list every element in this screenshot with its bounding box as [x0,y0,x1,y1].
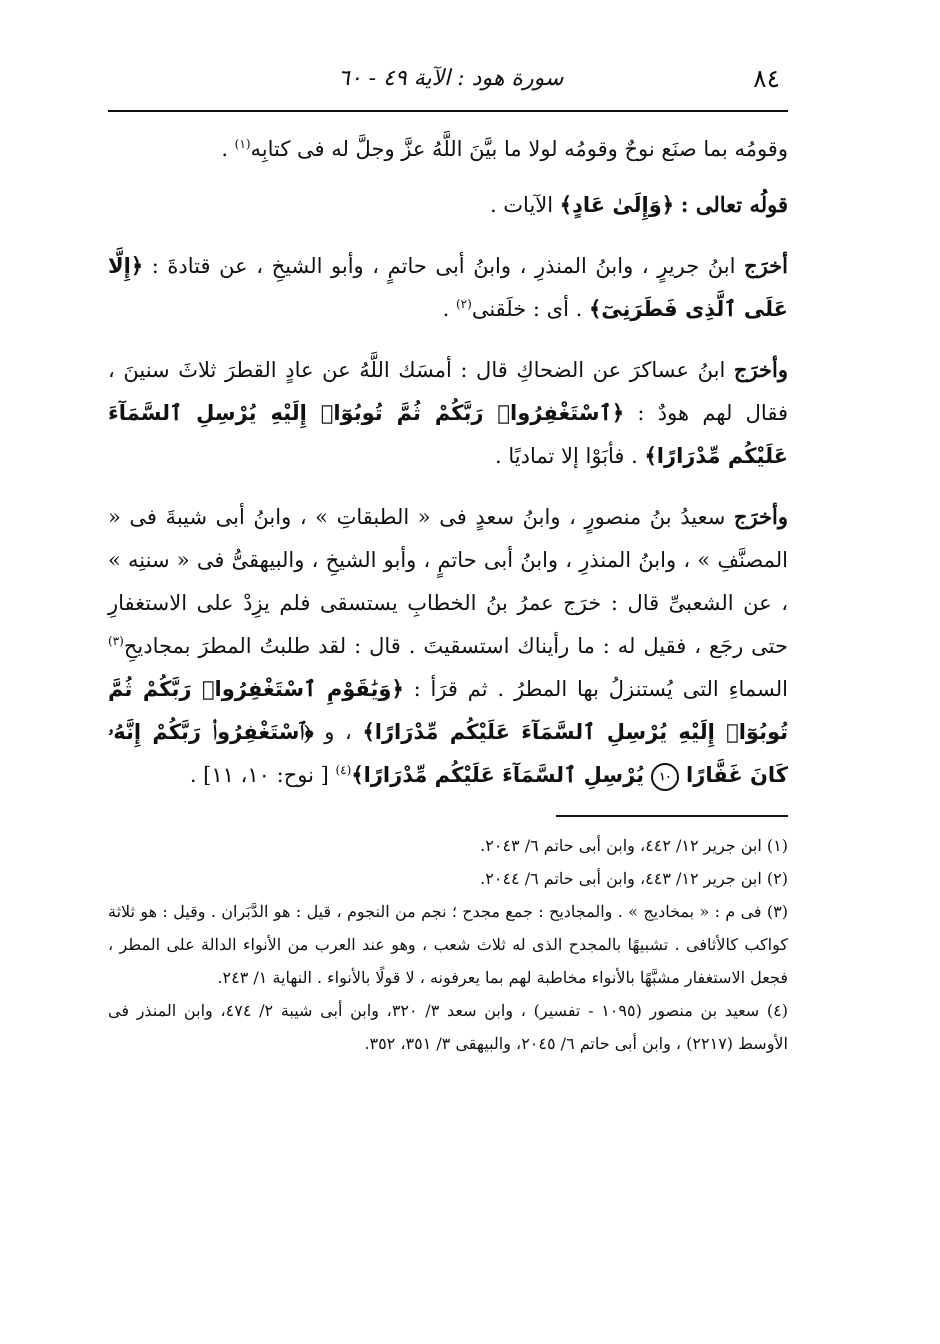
quran-verse-4: ﴿وَيَٰقَوْمِ ٱسْتَغْفِرُوا۟ رَبَّكُمْ ثُمَّ تُوبُوٓا۟ إِلَيْهِ يُرْسِلِ ٱلسَّمَآءَ عَلَيْكُم مِّدْرَارًا﴾ [108,677,789,744]
body-text [108,128,788,797]
paragraph-3-tail: . [442,297,456,321]
footnote-4: (٤) سعيد بن منصور (١٠٩٥ - تفسير) ، وابن سعد ٣/ ٣٢٠، وابن أبى شيبة ٢/ ٤٧٤، وابن المنذر فى الأوسط (٢٢١٧) ، وابن أبى حاتم ٦/ ٢٠٤٥، والبيهقى ٣/ ٣٥١، ٣٥٢. [108,1001,789,1053]
paragraph-3-lead: أخرَج [744,253,788,278]
running-title: سورة هود : الآية ٤٩ - ٦٠ [338,66,564,91]
paragraph-4-text-1: ابنُ عساكرَ عن الضحاكِ قال : أمسَك اللَّهُ عن عادٍ القطرَ ثلاثَ سنينَ ، فقال لهم هودٌ : [108,358,788,425]
page-header [108,58,788,112]
quran-verse-5: ﴿ٱسْتَغْفِرُوا۟ رَبَّكُمْ إِنَّهُۥ كَانَ غَفَّارًا [108,720,788,787]
paragraph-5-text-2: السماءِ التى يُستنزلُ بها المطرُ . ثم قرَأ : [403,677,788,701]
ayah-number-marker: ١٠ [651,763,679,791]
footnote-ref-3: (٣) [108,634,124,648]
page [108,58,788,1060]
quran-verse-2: ﴿إِلَّا عَلَى ٱلَّذِى فَطَرَنِىٓ﴾ [108,254,788,321]
paragraph-5-text-3: ، و [313,720,363,744]
paragraph-4 [108,348,788,478]
page-number: ٨٤ [753,64,780,93]
paragraph-1 [108,128,788,171]
paragraph-1-tail: . [221,137,235,161]
paragraph-5-lead: وأخرَج [733,504,788,529]
paragraph-3 [108,244,788,331]
paragraph-2-text: الآيات . [489,193,560,217]
footnote-ref-1: (١) [234,137,251,151]
footnote-1: (١) ابن جرير ١٢/ ٤٤٢، وابن أبى حاتم ٦/ ٢٠٤٣. [480,836,788,855]
paragraph-5 [108,495,788,797]
quran-verse-3: ﴿ٱسْتَغْفِرُوا۟ رَبَّكُمْ ثُمَّ تُوبُوٓا۟ إِلَيْهِ يُرْسِلِ ٱلسَّمَآءَ عَلَيْكُم مِّدْرَارًا﴾ [108,401,788,468]
footnote-divider [556,815,788,817]
paragraph-1-text: وقومُه بما صنَع نوحٌ وقومُه لولا ما بيَّنَ اللَّهُ عزَّ وجلَّ له فى كتابِه [250,137,788,161]
paragraph-4-text-2: . فأبَوْا إلا تماديًا . [495,444,645,468]
paragraph-2 [108,183,788,227]
footnotes [108,829,788,1060]
paragraph-5-text-1: سعيدُ بنُ منصورٍ ، وابنُ سعدٍ فى « الطبقاتِ » ، وابنُ أبى شيبةَ فى « المصنَّفِ » ، وابنُ المنذرِ ، وابنُ أبى حاتمٍ ، وأبو الشيخِ ، والبيهقىُّ فى « سننِه » ، عن الشعبىِّ قال : خرَج عمرُ بنُ الخطابِ يستسقى فلم يزِدْ على الاستغفارِ حتى رجَع ، فقيل له : ما رأيناك استسقيتَ . قال : لقد طلبتُ المطرَ بمجاديحِ [108,505,788,658]
footnote-ref-2: (٢) [455,297,472,311]
footnote-3: (٣) فى م : « بمخاديج » . والمجاديح : جمع مجدح ؛ نجم من النجوم ، قيل : هو الدَّبَران . وقيل : هو ثلاثة كواكب كالأثافى . تشبيهًا بالمجدح الذى له ثلاث شعب ، وهو عند العرب من الأنواء الدالة على المطر ، فجعل الاستغفار مشبَّهًا بالأنواء مخاطبة لهم بما يعرفونه ، لا قولًا بالأنواء . النهاية ١/ ٢٤٣. [108,902,789,987]
footnote-2: (٢) ابن جرير ١٢/ ٤٤٣، وابن أبى حاتم ٦/ ٢٠٤٤. [480,869,788,888]
paragraph-3-text-2: . أى : خلَقنى [471,297,589,321]
paragraph-5-text-4: [ نوح: ١٠، ١١] . [189,763,336,787]
footnote-ref-4: (٤) [335,763,352,777]
quran-verse-5-continued: يُرْسِلِ ٱلسَّمَآءَ عَلَيْكُم مِّدْرَارًا﴾ [351,763,652,787]
paragraph-4-lead: وأخرَج [733,357,788,382]
paragraph-2-lead: قولُه تعالى : [680,192,788,217]
paragraph-3-text-1: ابنُ جريرٍ ، وابنُ المنذرِ ، وابنُ أبى حاتمٍ ، وأبو الشيخِ ، عن قتادةَ : [143,254,745,278]
quran-verse-1: ﴿وَإِلَىٰ عَادٍ﴾ [559,193,675,217]
